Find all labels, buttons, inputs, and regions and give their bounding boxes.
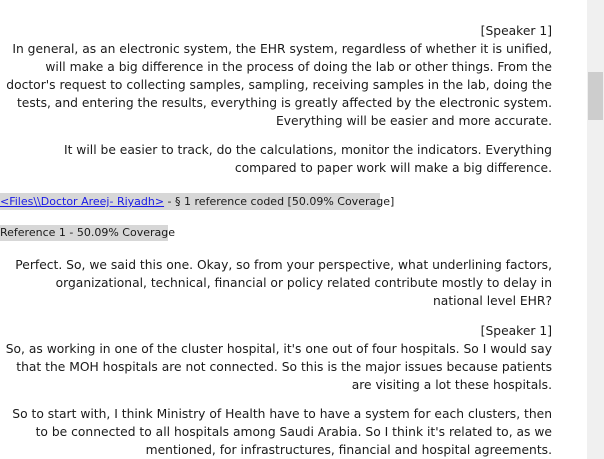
source-link[interactable]: <Files\\Doctor Areej- Riyadh> — [0, 195, 165, 208]
transcript-paragraph: It will be easier to track, do the calculations, monitor the indicators. Everything compared to paper work will make a big difference. — [63, 143, 552, 175]
transcript-paragraph: Perfect. So, we said this one. Okay, so from your perspective, what underlining factors, organizational, technical, financial or policy related contribute mostly to delay in national level EHR? — [15, 258, 552, 308]
transcript-paragraph: In general, as an electronic system, the EHR system, regardless of whether it is unified, will make a big difference in the process of doing the lab or other things. From the doctor's request to collecting samples, sampling, receiving samples in the lab, doing the tests, and entering the results, everything is greatly affected by the electronic system. Everything will be easier and more accurate. — [6, 42, 552, 128]
transcript-paragraph: So, as working in one of the cluster hospital, it's one out of four hospitals. So I would say that the MOH hospitals are not connected. So this is the major issues because patients are visiting a lot these hospitals. — [5, 342, 552, 392]
reference-header: Reference 1 - 50.09% Coverage — [0, 226, 175, 239]
scrollbar-thumb[interactable] — [588, 72, 603, 120]
transcript-paragraph: So to start with, I think Ministry of Health have to have a system for each clusters, then to be connected to all hospitals among Saudi Arabia. So I think it's related to, as we mentioned, for infrastructures, financial and hospital agreements. — [12, 407, 552, 457]
coded-source-header — [0, 193, 395, 210]
speaker-label: [Speaker 1] — [480, 324, 552, 338]
vertical-scrollbar[interactable] — [587, 0, 604, 459]
coverage-info: - § 1 reference coded [50.09% Coverage] — [164, 195, 395, 208]
speaker-label: [Speaker 1] — [480, 24, 552, 38]
